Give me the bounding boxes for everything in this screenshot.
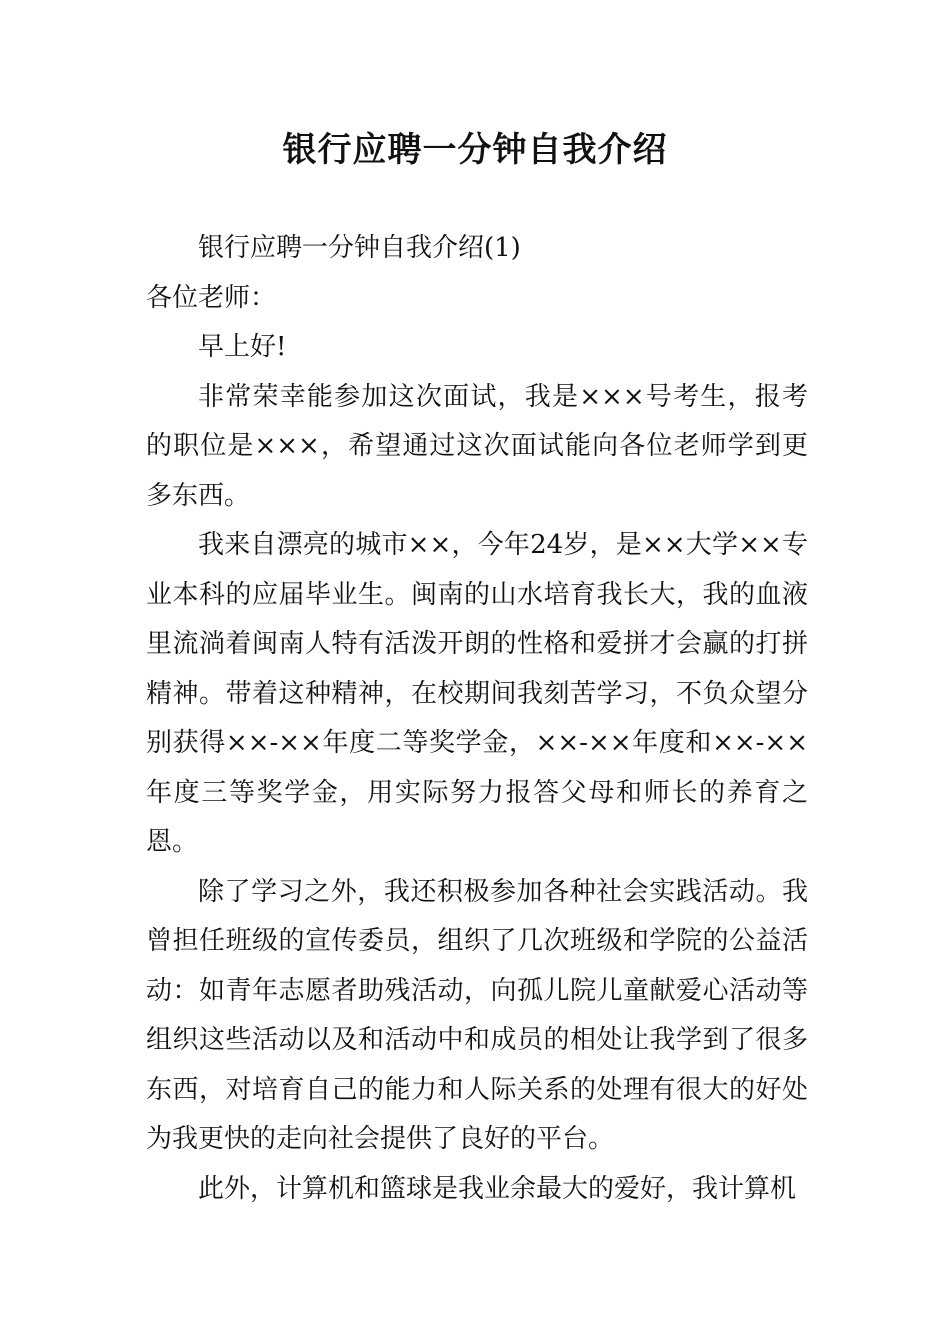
paragraph-salutation: 各位老师： — [146, 282, 277, 313]
paragraph-background: 我来自漂亮的城市××，今年24岁，是××大学××专业本科的应届毕业生。闽南的山水培育我长大，我的血液里流淌着闽南人特有活泼开朗的性格和爱拼才会赢的打拼精神。带着这种精神，在校期间我刻苦学习，不负众望分别获得××-××年度二等奖学金，××-××年度和××-××年度三等奖学金，用实际努力报答父母和师长的养育之恩。 — [146, 530, 808, 857]
paragraph-activities: 除了学习之外，我还积极参加各种社会实践活动。我曾担任班级的宣传委员，组织了几次班级和学院的公益活动：如青年志愿者助残活动，向孤儿院儿童献爱心活动等组织这些活动以及和活动中和成员的相处让我学到了很多东西，对培育自己的能力和人际关系的处理有很大的好处为我更快的走向社会提供了良好的平台。 — [146, 876, 808, 1154]
paragraph-opening: 非常荣幸能参加这次面试，我是×××号考生，报考的职位是×××，希望通过这次面试能向各位老师学到更多东西。 — [146, 381, 808, 511]
paragraph-hobbies: 此外，计算机和篮球是我业余最大的爱好，我计算机 — [198, 1173, 797, 1204]
paragraph-subtitle: 银行应聘一分钟自我介绍(1) — [198, 233, 521, 263]
document-title: 银行应聘一分钟自我介绍 — [282, 130, 668, 170]
document-body — [146, 224, 808, 1214]
paragraph-greeting: 早上好! — [198, 332, 287, 362]
